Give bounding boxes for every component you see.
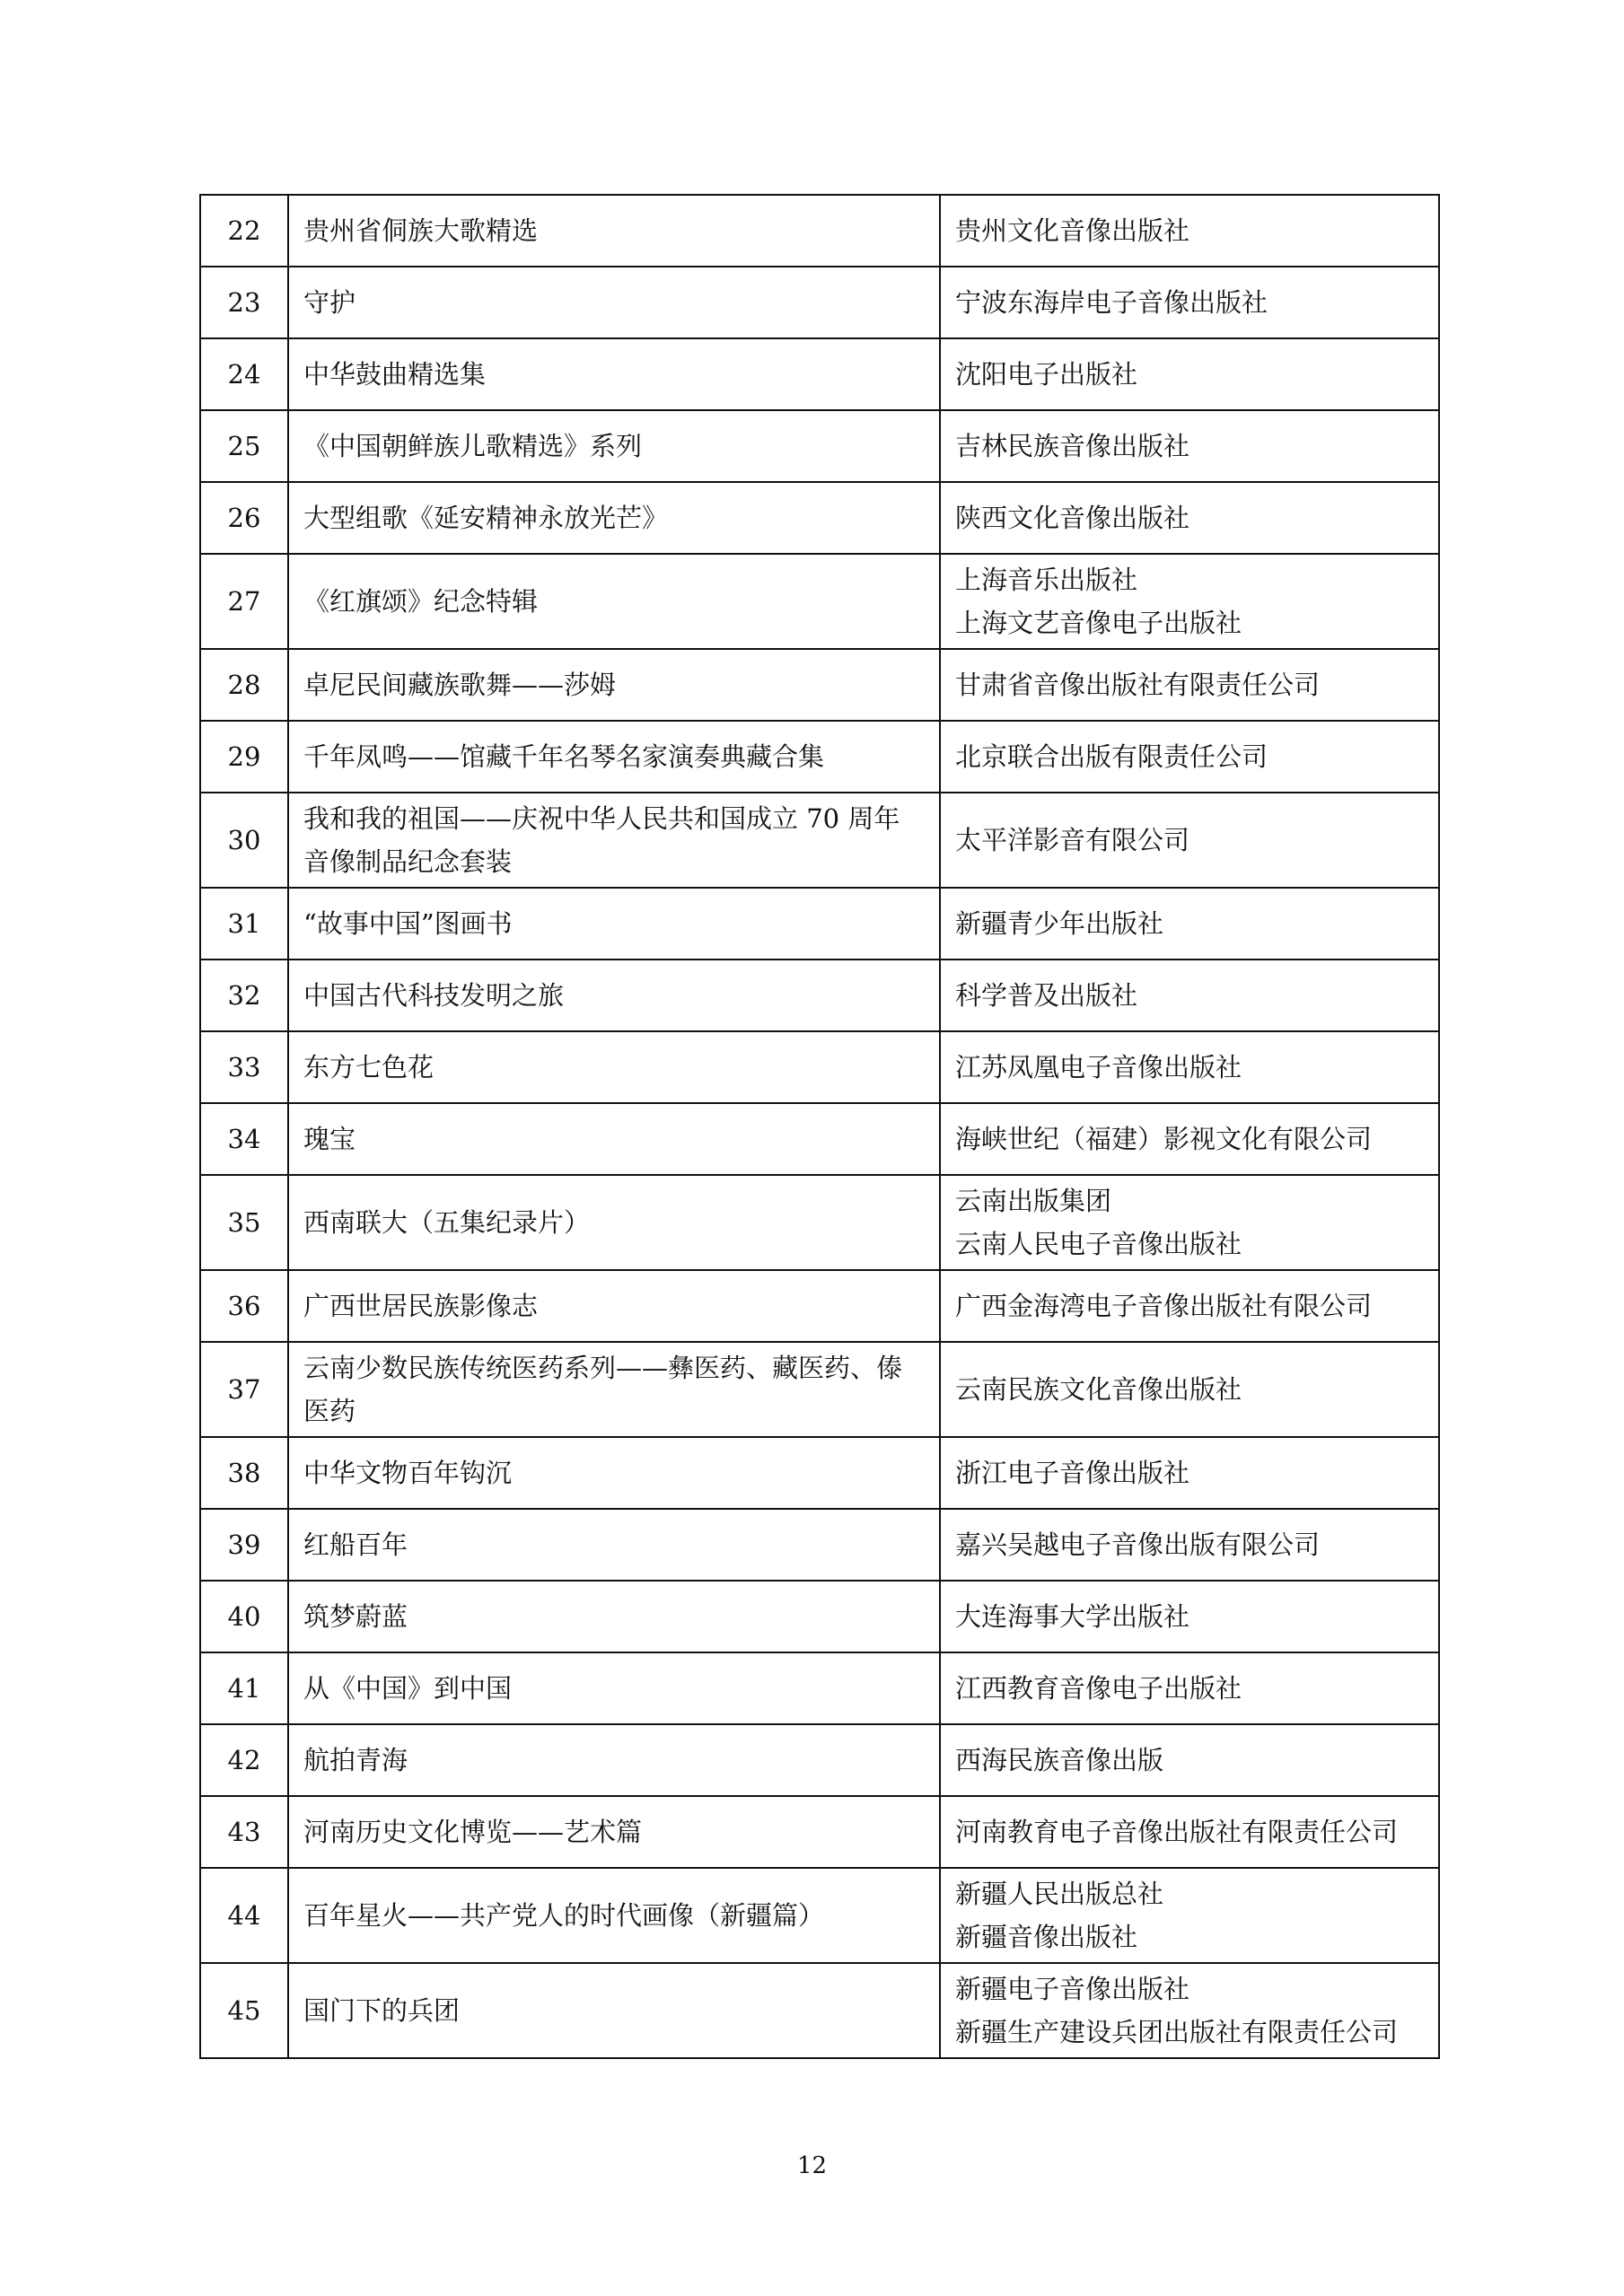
row-number: 45 bbox=[200, 1963, 288, 2058]
publisher-text: 海峡世纪（福建）影视文化有限公司 bbox=[955, 1124, 1373, 1154]
title-text: 卓尼民间藏族歌舞——莎姆 bbox=[303, 670, 617, 700]
row-number: 44 bbox=[200, 1868, 288, 1963]
title-cell bbox=[288, 1342, 940, 1437]
publisher-text: 沈阳电子出版社 bbox=[955, 359, 1138, 390]
row-number: 28 bbox=[200, 649, 288, 721]
row-number: 34 bbox=[200, 1103, 288, 1175]
title-text: 瑰宝 bbox=[303, 1124, 356, 1154]
title-cell bbox=[288, 1175, 940, 1270]
title-text: 大型组歌《延安精神永放光芒》 bbox=[303, 503, 669, 533]
publisher-text: 云南民族文化音像出版社 bbox=[955, 1374, 1242, 1405]
table-row bbox=[200, 649, 1439, 721]
title-cell bbox=[288, 1963, 940, 2058]
title-cell bbox=[288, 1581, 940, 1652]
row-number: 39 bbox=[200, 1509, 288, 1581]
title-cell bbox=[288, 649, 940, 721]
publisher-text: 上海音乐出版社 bbox=[955, 565, 1138, 595]
table-row bbox=[200, 1437, 1439, 1509]
title-text: 筑梦蔚蓝 bbox=[303, 1601, 408, 1632]
page-number: 12 bbox=[796, 2152, 828, 2179]
publisher-cell bbox=[940, 1796, 1439, 1868]
table-row bbox=[200, 195, 1439, 267]
title-text: 河南历史文化博览——艺术篇 bbox=[303, 1817, 643, 1847]
title-text: 航拍青海 bbox=[303, 1745, 408, 1775]
title-text: 广西世居民族影像志 bbox=[303, 1291, 539, 1321]
publisher-cell bbox=[940, 1270, 1439, 1342]
title-cell bbox=[288, 195, 940, 267]
row-number: 43 bbox=[200, 1796, 288, 1868]
table-row bbox=[200, 1342, 1439, 1437]
title-text: 百年星火——共产党人的时代画像（新疆篇） bbox=[303, 1900, 825, 1931]
publisher-text: 浙江电子音像出版社 bbox=[955, 1458, 1190, 1488]
table-row bbox=[200, 1509, 1439, 1581]
publisher-cell bbox=[940, 1509, 1439, 1581]
publisher-cell bbox=[940, 1342, 1439, 1437]
publisher-text: 陕西文化音像出版社 bbox=[955, 503, 1190, 533]
title-text: 医药 bbox=[303, 1396, 356, 1426]
title-cell bbox=[288, 1509, 940, 1581]
publisher-text: 嘉兴吴越电子音像出版有限公司 bbox=[955, 1529, 1321, 1560]
publisher-cell bbox=[940, 1724, 1439, 1796]
publisher-cell bbox=[940, 1868, 1439, 1963]
title-text: 贵州省侗族大歌精选 bbox=[303, 215, 539, 246]
row-number: 31 bbox=[200, 888, 288, 960]
publisher-cell bbox=[940, 338, 1439, 410]
publisher-text: 新疆音像出版社 bbox=[955, 1922, 1138, 1952]
table-row bbox=[200, 960, 1439, 1031]
title-cell bbox=[288, 721, 940, 793]
title-cell bbox=[288, 410, 940, 482]
row-number: 36 bbox=[200, 1270, 288, 1342]
publisher-text: 太平洋影音有限公司 bbox=[955, 825, 1190, 855]
publisher-cell bbox=[940, 721, 1439, 793]
publisher-cell bbox=[940, 554, 1439, 649]
title-text: 国门下的兵团 bbox=[303, 1995, 461, 2026]
publisher-cell bbox=[940, 482, 1439, 554]
row-number: 37 bbox=[200, 1342, 288, 1437]
publisher-text: 新疆青少年出版社 bbox=[955, 908, 1164, 939]
publisher-text: 宁波东海岸电子音像出版社 bbox=[955, 287, 1268, 318]
title-text: 中华文物百年钩沉 bbox=[303, 1458, 513, 1488]
row-number: 33 bbox=[200, 1031, 288, 1103]
publisher-text: 河南教育电子音像出版社有限责任公司 bbox=[955, 1817, 1399, 1847]
title-text: 中华鼓曲精选集 bbox=[303, 359, 487, 390]
table-row bbox=[200, 793, 1439, 888]
table-row bbox=[200, 1652, 1439, 1724]
publisher-text: 新疆人民出版总社 bbox=[955, 1879, 1164, 1909]
publisher-text: 甘肃省音像出版社有限责任公司 bbox=[955, 670, 1321, 700]
row-number: 27 bbox=[200, 554, 288, 649]
publisher-text: 吉林民族音像出版社 bbox=[955, 431, 1190, 461]
title-text: 《红旗颂》纪念特辑 bbox=[303, 586, 539, 617]
title-cell bbox=[288, 1652, 940, 1724]
table-row bbox=[200, 338, 1439, 410]
title-text: 云南少数民族传统医药系列——彝医药、藏医药、傣 bbox=[303, 1353, 903, 1383]
publisher-text: 上海文艺音像电子出版社 bbox=[955, 608, 1242, 638]
row-number: 24 bbox=[200, 338, 288, 410]
publisher-text: 科学普及出版社 bbox=[955, 980, 1138, 1011]
publisher-text: 贵州文化音像出版社 bbox=[955, 215, 1190, 246]
title-cell bbox=[288, 1724, 940, 1796]
row-number: 30 bbox=[200, 793, 288, 888]
row-number: 40 bbox=[200, 1581, 288, 1652]
publisher-cell bbox=[940, 1581, 1439, 1652]
row-number: 29 bbox=[200, 721, 288, 793]
publisher-text: 江苏凤凰电子音像出版社 bbox=[955, 1052, 1242, 1082]
row-number: 25 bbox=[200, 410, 288, 482]
title-cell bbox=[288, 338, 940, 410]
title-text: 从《中国》到中国 bbox=[303, 1673, 513, 1704]
publication-table bbox=[199, 194, 1440, 2059]
title-text: 西南联大（五集纪录片） bbox=[303, 1207, 591, 1238]
title-cell bbox=[288, 482, 940, 554]
publisher-cell bbox=[940, 1031, 1439, 1103]
title-text: 千年凤鸣——馆藏千年名琴名家演奏典藏合集 bbox=[303, 741, 825, 772]
table-row bbox=[200, 1796, 1439, 1868]
row-number: 35 bbox=[200, 1175, 288, 1270]
table-row bbox=[200, 888, 1439, 960]
publisher-cell bbox=[940, 1175, 1439, 1270]
title-text: 红船百年 bbox=[303, 1529, 408, 1560]
publisher-text: 大连海事大学出版社 bbox=[955, 1601, 1190, 1632]
title-cell bbox=[288, 1796, 940, 1868]
row-number: 41 bbox=[200, 1652, 288, 1724]
table-row bbox=[200, 554, 1439, 649]
publisher-text: 西海民族音像出版 bbox=[955, 1745, 1164, 1775]
row-number: 32 bbox=[200, 960, 288, 1031]
row-number: 22 bbox=[200, 195, 288, 267]
publisher-text: 北京联合出版有限责任公司 bbox=[955, 741, 1268, 772]
publisher-cell bbox=[940, 267, 1439, 338]
title-text: 守护 bbox=[303, 287, 356, 318]
table-row bbox=[200, 1868, 1439, 1963]
title-cell bbox=[288, 1103, 940, 1175]
row-number: 42 bbox=[200, 1724, 288, 1796]
table-row bbox=[200, 1103, 1439, 1175]
row-number: 26 bbox=[200, 482, 288, 554]
title-cell bbox=[288, 960, 940, 1031]
publisher-cell bbox=[940, 888, 1439, 960]
publisher-text: 广西金海湾电子音像出版社有限公司 bbox=[955, 1291, 1373, 1321]
title-text: 音像制品纪念套装 bbox=[303, 846, 513, 877]
publisher-cell bbox=[940, 793, 1439, 888]
table-row bbox=[200, 410, 1439, 482]
title-text: 东方七色花 bbox=[303, 1052, 435, 1082]
row-number: 38 bbox=[200, 1437, 288, 1509]
title-cell bbox=[288, 888, 940, 960]
publisher-cell bbox=[940, 1652, 1439, 1724]
title-cell bbox=[288, 1437, 940, 1509]
title-cell bbox=[288, 267, 940, 338]
publisher-text: 江西教育音像电子出版社 bbox=[955, 1673, 1242, 1704]
publisher-cell bbox=[940, 1103, 1439, 1175]
publisher-cell bbox=[940, 195, 1439, 267]
publisher-text: 云南人民电子音像出版社 bbox=[955, 1229, 1242, 1259]
title-text: 中国古代科技发明之旅 bbox=[303, 980, 565, 1011]
publisher-cell bbox=[940, 960, 1439, 1031]
title-cell bbox=[288, 1868, 940, 1963]
publisher-text: 云南出版集团 bbox=[955, 1186, 1112, 1216]
title-text: “故事中国”图画书 bbox=[303, 908, 513, 939]
publisher-cell bbox=[940, 410, 1439, 482]
publisher-cell bbox=[940, 1963, 1439, 2058]
publisher-cell bbox=[940, 649, 1439, 721]
table-row bbox=[200, 721, 1439, 793]
title-cell bbox=[288, 793, 940, 888]
title-cell bbox=[288, 554, 940, 649]
title-text: 《中国朝鲜族儿歌精选》系列 bbox=[303, 431, 643, 461]
table-row bbox=[200, 1724, 1439, 1796]
table-row bbox=[200, 1031, 1439, 1103]
title-text: 我和我的祖国——庆祝中华人民共和国成立 70 周年 bbox=[303, 803, 900, 834]
publisher-text: 新疆生产建设兵团出版社有限责任公司 bbox=[955, 2017, 1399, 2047]
publisher-text: 新疆电子音像出版社 bbox=[955, 1974, 1190, 2004]
table-body bbox=[200, 195, 1439, 2058]
title-cell bbox=[288, 1031, 940, 1103]
title-cell bbox=[288, 1270, 940, 1342]
row-number: 23 bbox=[200, 267, 288, 338]
table-row bbox=[200, 482, 1439, 554]
publisher-cell bbox=[940, 1437, 1439, 1509]
table-row bbox=[200, 1175, 1439, 1270]
table-row bbox=[200, 1270, 1439, 1342]
table-row bbox=[200, 1581, 1439, 1652]
table-row bbox=[200, 267, 1439, 338]
table-row bbox=[200, 1963, 1439, 2058]
